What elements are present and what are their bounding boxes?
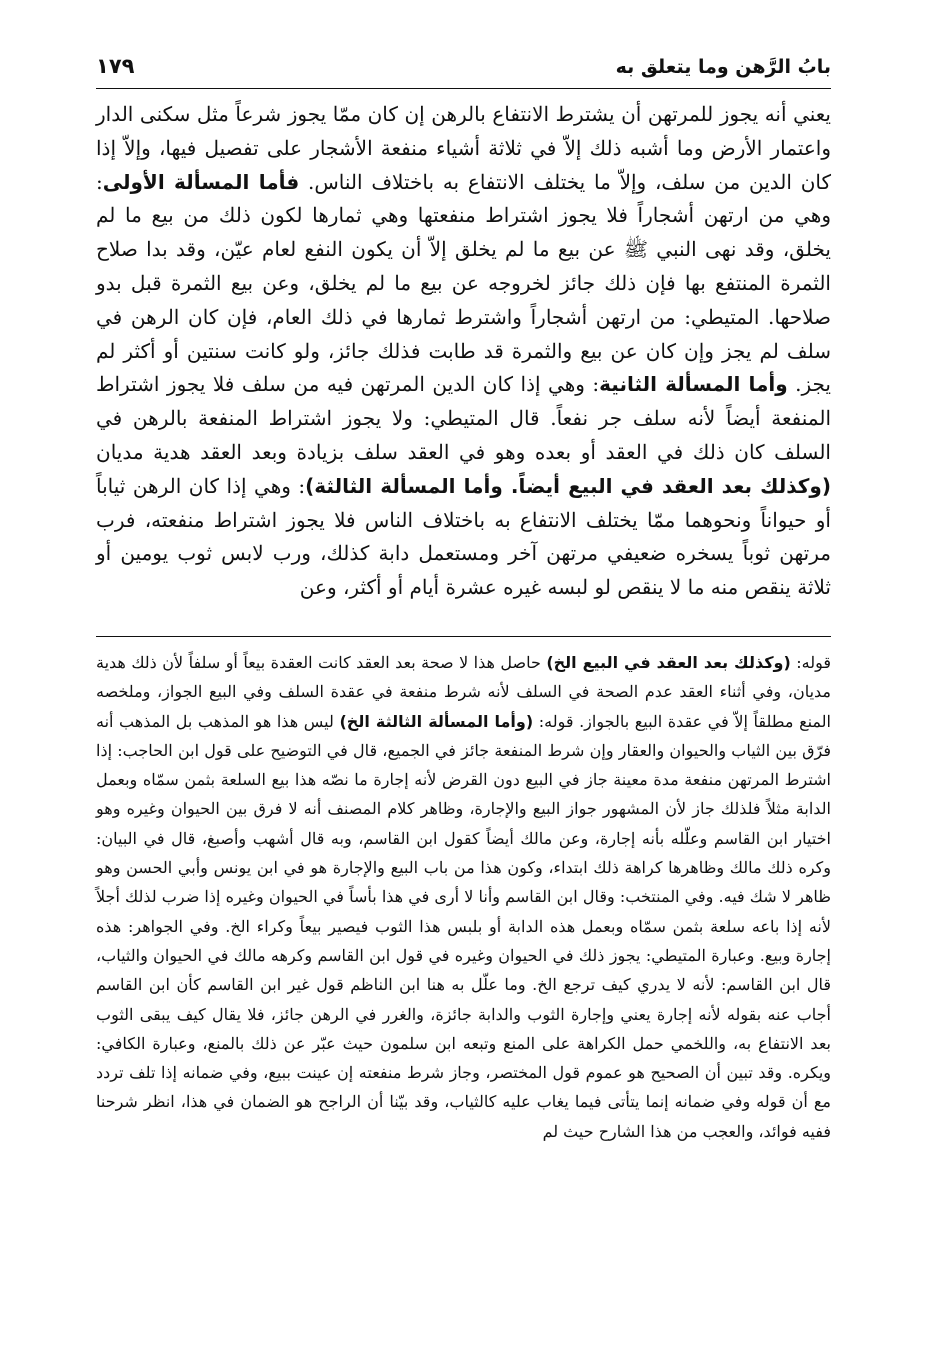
commentary-quote: (وأما المسألة الثالثة الخ) [339,711,534,731]
main-paragraph [96,98,831,605]
matn-verse-quote: (وكذلك بعد العقد في البيع أيضاً. وأما المسألة الثالثة) [305,473,831,498]
issue-two-heading: وأما المسألة الثانية [599,372,788,397]
running-header [96,52,831,89]
commentary-paragraph [96,648,831,1146]
commentary-segment: حاصل هذا لا صحة بعد العقد كانت العقدة بيعاً أو سلفاً لأن ذلك هدية مديان، وفي أثناء العقد عدم الصحة في السلف لأنه شرط منفعة في عقدة السلف وفي البيع الجواز، وملخصه المنع مطلقاً إلاّ في عقدة البيع بالجواز. قوله: [96,653,831,731]
commentary-segment: ليس هذا هو المذهب بل المذهب أنه فرّق بين الثياب والحيوان والعقار وإن شرط المنفعة جائز في الجميع، قال في التوضيح على قول ابن الحاجب: إذا اشترط المرتهن منفعة مدة معينة جاز في البيع دون القرض لأنه إجارة ما نصّه هذا بيع السلعة بثمن سمّاه وبعمل الدابة مثلاً فلذلك جاز لأن المشهور جواز البيع والإجارة، وظاهر كلام المصنف أنه لا فرق بين الحيوان وغيره وهو اختيار ابن القاسم وعلّله بأنه إجارة، وعن مالك أيضاً كقول ابن القاسم، وبه قال أشهب وأصبغ، قال في البيان: وكره ذلك مالك وظاهرها كراهة ذلك ابتداء، وكون هذا من باب البيع والإجارة هو في ابن يونس وأبي الحسن وهو ظاهر لا شك فيه. وفي المنتخب: وقال ابن القاسم وأنا لا أرى في هذا بأساً في الحيوان وغيره إذا ضرب لذلك أجلاً لأنه إذا باعه سلعة بثمن سمّاه وبعمل هذه الدابة أو بلبس هذا الثوب فيصير بيعاً وكراء الخ. وفي الجواهر: هذه إجارة وبيع. وعبارة المتيطي: يجوز ذلك في الحيوان وغيره في قول ابن القاسم وكرهه مالك في الحيوان والثياب، قال ابن القاسم: لأنه لا يدري كيف ترجع الخ. وما علّل به هنا ابن الناظم قول غير ابن القاسم كأن ابن القاسم أجاب عنه بقوله لأنه إجارة يعني وإجارة الثوب والدابة جائزة، والغرر في الرهن جائز، فلا يقال كيف يبقى الثوب بعد الانتفاع به، واللخمي حمل الكراهة على المنع وتبعه ابن سلمون حيث عبّر عن ذلك بالمنع، وعبارة الكافي: ويكره. وقد تبين أن الصحيح هو عموم قول المختصر، وجاز شرط منفعته إن عينت ببيع، وفي ضمانه إذا تلف تردد مع أن قوله وفي ضمانه إنما يتأتى فيما يغاب عليه كالثياب، وقد بيّنا أن الراجح هو الضمان في هذا، انظر شرحنا ففيه فوائد، والعجب من هذا الشارح حيث لم [96,711,832,1141]
main-text-block [96,98,831,605]
commentary-segment: قوله: [796,653,831,672]
main-text-segment: : وهي من ارتهن أشجاراً فلا يجوز اشتراط منفعتها وهي ثمارها لكون ذلك من بيع ما لم يخلق، وقد نهى النبي ﷺ عن بيع ما لم يخلق إلاّ أن يكون النفع لعام عيّن، وقد بدا صلاح الثمرة المنتفع بها فإن ذلك جائز لخروجه عن بيع ما لم يخلق، وعن بيع الثمرة قبل بدو صلاحها. المتيطي: من ارتهن أشجاراً واشترط ثمارها في ذلك العام، فإن كان الرهن في سلف لم يجز وإن كان عن بيع والثمرة قد طابت فذلك جائز، ولو كانت سنتين أو أكثر لم يجز. [96,169,831,397]
page-number: ١٧٩ [96,54,135,78]
main-text-segment: : وهي إذا كان الرهن ثياباً أو حيواناً ونحوهما ممّا يختلف الانتفاع به باختلاف الناس فلا يجوز اشتراط منفعته، فرب مرتهن ثوباً يسخره ضعيفي مرتهن آخر ومستعمل دابة كذلك، ورب لابس ثوب يومين أو ثلاثة ينقص منه ما لا ينقص لو لبسه غيره عشرة أيام أو أكثر، وعن [96,473,831,600]
chapter-title: بابُ الرَّهن وما يتعلق به [615,56,831,78]
issue-one-heading: فأما المسألة الأولى [102,169,300,194]
commentary-block [96,648,831,1146]
footnote-divider [96,636,831,637]
main-text-segment: : وهي إذا كان الدين المرتهن فيه من سلف فلا يجوز اشتراط المنفعة أيضاً لأنه سلف جر نفعاً. قال المتيطي: ولا يجوز اشتراط المنفعة بالرهن في السلف كان ذلك في العقد أو بعده وهو في العقد سلف بزيادة وبعد العقد هدية مديان [96,372,831,464]
main-text-segment: يعني أنه يجوز للمرتهن أن يشترط الانتفاع بالرهن إن كان ممّا يجوز شرعاً مثل سكنى الدار واعتمار الأرض وما أشبه ذلك إلاّ في ثلاثة أشياء منفعة الأشجار على تفصيل فيها، وإلاّ إذا كان الدين من سلف، وإلاّ ما يختلف الانتفاع به باختلاف الناس. [96,102,832,194]
commentary-quote: (وكذلك بعد العقد في البيع الخ) [546,653,791,672]
